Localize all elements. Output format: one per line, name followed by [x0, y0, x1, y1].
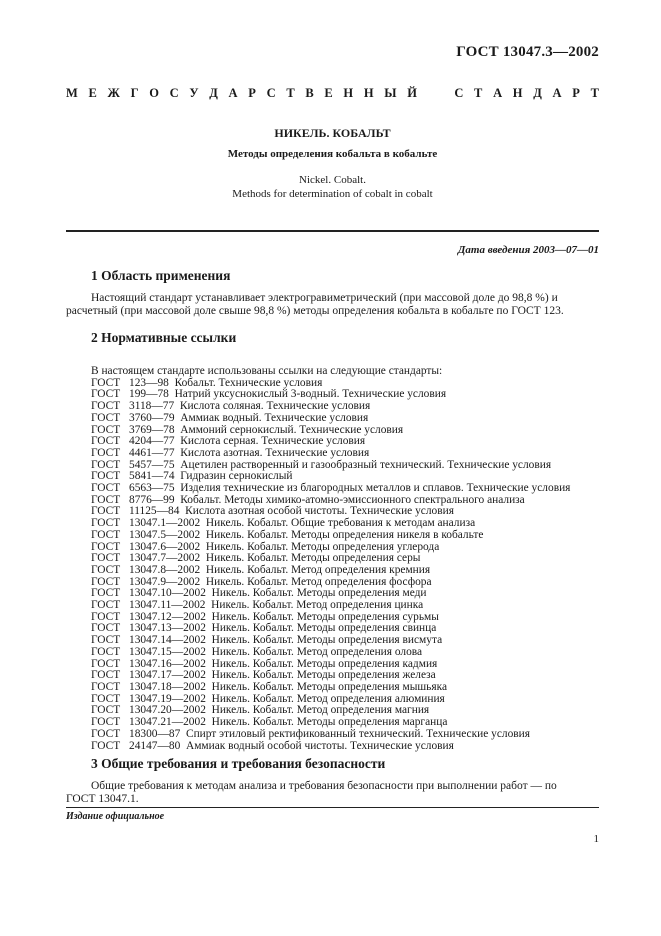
references-lead: В настоящем стандарте использованы ссылки на следующие стандарты:: [91, 365, 443, 377]
reference-number: 13047.21—2002: [129, 716, 206, 729]
section-3-heading: 3 Общие требования и требования безопасности: [91, 756, 386, 771]
reference-title: Никель. Кобальт. Методы определения висмута: [211, 634, 443, 647]
reference-title: Никель. Кобальт. Методы определения углерода: [205, 540, 440, 553]
reference-prefix: ГОСТ: [91, 388, 121, 401]
banner-letter: В: [305, 86, 314, 100]
reference-prefix: ГОСТ: [91, 505, 121, 518]
reference-number: 5457—75: [129, 458, 175, 471]
reference-prefix: ГОСТ: [91, 517, 121, 530]
reference-title: Натрий уксуснокислый 3-водный. Технические условия: [174, 388, 447, 401]
banner-letter: Г: [130, 86, 139, 100]
reference-number: 13047.8—2002: [129, 563, 201, 576]
reference-number: 3118—77: [129, 400, 175, 413]
reference-number: 13047.17—2002: [129, 669, 206, 682]
interstate-standard-banner: [66, 86, 599, 101]
reference-number: 13047.11—2002: [129, 599, 206, 612]
reference-title: Аммиак водный особой чистоты. Технические условия: [185, 739, 454, 752]
references-rows: [91, 378, 599, 753]
reference-prefix: ГОСТ: [91, 423, 121, 436]
reference-prefix: ГОСТ: [91, 669, 121, 682]
title-divider: [66, 230, 599, 232]
reference-title: Никель. Кобальт. Метод определения цинка: [211, 599, 424, 612]
reference-title: Никель. Кобальт. Методы определения никеля в кобальте: [205, 528, 484, 541]
banner-letter: Т: [286, 86, 295, 100]
reference-prefix: ГОСТ: [91, 446, 121, 459]
section-2-heading: 2 Нормативные ссылки: [91, 330, 237, 345]
reference-row: [91, 741, 599, 753]
reference-prefix: ГОСТ: [91, 563, 121, 576]
reference-title: Никель. Кобальт. Метод определения магния: [211, 704, 430, 717]
reference-title: Никель. Кобальт. Метод определения фосфора: [205, 575, 432, 588]
title-ru-main: НИКЕЛЬ. КОБАЛЬТ: [274, 126, 391, 140]
section-1-line-2: расчетный (при массовой доле свыше 98,8 %) методы определения кобальта в кобальте по ГОСТ 123.: [66, 304, 564, 317]
reference-number: 13047.1—2002: [129, 517, 201, 530]
banner-letter: А: [552, 86, 562, 100]
reference-title: Аммоний сернокислый. Технические условия: [180, 423, 404, 436]
reference-number: 123—98: [129, 376, 169, 389]
reference-title: Кислота серная. Технические условия: [180, 435, 366, 448]
reference-number: 13047.9—2002: [129, 575, 201, 588]
reference-title: Ацетилен растворенный и газообразный технический. Технические условия: [180, 458, 552, 471]
reference-title: Спирт этиловый ректификованный технический. Технические условия: [185, 727, 530, 740]
reference-number: 6563—75: [129, 482, 175, 495]
banner-letter: А: [493, 86, 503, 100]
reference-prefix: ГОСТ: [91, 435, 121, 448]
reference-title: Кислота азотная. Технические условия: [180, 446, 370, 459]
section-1-heading: 1 Область применения: [91, 268, 231, 283]
reference-title: Никель. Кобальт. Метод определения кремния: [205, 563, 431, 576]
reference-prefix: ГОСТ: [91, 470, 121, 483]
reference-number: 3769—78: [129, 423, 175, 436]
reference-number: 13047.13—2002: [129, 622, 206, 635]
reference-number: 13047.19—2002: [129, 692, 206, 705]
reference-number: 11125—84: [129, 505, 180, 518]
reference-title: Гидразин сернокислый: [180, 470, 293, 483]
reference-prefix: ГОСТ: [91, 634, 121, 647]
reference-number: 5841—74: [129, 470, 175, 483]
section-1-text: [66, 292, 599, 317]
reference-prefix: ГОСТ: [91, 692, 121, 705]
banner-letter: Н: [363, 86, 374, 100]
title-en-sub: Methods for determination of cobalt in cobalt: [232, 188, 433, 200]
reference-prefix: ГОСТ: [91, 528, 121, 541]
reference-title: Кислота соляная. Технические условия: [179, 400, 371, 413]
banner-letter: Т: [474, 86, 483, 100]
banner-letter: Е: [324, 86, 333, 100]
reference-prefix: ГОСТ: [91, 727, 121, 740]
normative-references-list: [91, 366, 599, 752]
banner-letter: С: [266, 86, 276, 100]
banner-letter: С: [454, 86, 464, 100]
reference-number: 8776—99: [129, 493, 175, 506]
section-3-line-2: ГОСТ 13047.1.: [66, 792, 139, 805]
reference-title: Кислота азотная особой чистоты. Технические условия: [185, 505, 454, 518]
reference-title: Никель. Кобальт. Методы определения железа: [211, 669, 436, 682]
title-ru-sub: Методы определения кобальта в кобальте: [227, 148, 438, 160]
reference-prefix: ГОСТ: [91, 680, 121, 693]
reference-title: Никель. Кобальт. Методы определения серы: [205, 552, 421, 565]
reference-title: Никель. Кобальт. Методы определения мышьяка: [211, 680, 448, 693]
reference-title: Кобальт. Технические условия: [174, 376, 323, 389]
reference-title: Никель. Кобальт. Методы определения сурьмы: [211, 610, 439, 623]
banner-letter: С: [169, 86, 179, 100]
section-3-text: [66, 780, 599, 805]
reference-number: 13047.16—2002: [129, 657, 206, 670]
reference-prefix: ГОСТ: [91, 645, 121, 658]
reference-prefix: ГОСТ: [91, 704, 121, 717]
reference-title: Кобальт. Методы химико-атомно-эмиссионного спектрального анализа: [180, 493, 525, 506]
official-edition-label: Издание официальное: [66, 811, 165, 822]
reference-prefix: ГОСТ: [91, 411, 121, 424]
reference-prefix: ГОСТ: [91, 540, 121, 553]
banner-letter: М: [66, 86, 78, 100]
reference-title: Никель. Кобальт. Метод определения олова: [211, 645, 423, 658]
reference-prefix: ГОСТ: [91, 575, 121, 588]
reference-number: 13047.10—2002: [129, 587, 206, 600]
reference-prefix: ГОСТ: [91, 493, 121, 506]
introduction-date: Дата введения 2003—07—01: [457, 244, 599, 256]
reference-title: Аммиак водный. Технические условия: [180, 411, 369, 424]
reference-prefix: ГОСТ: [91, 482, 121, 495]
reference-number: 13047.15—2002: [129, 645, 206, 658]
reference-title: Никель. Кобальт. Методы определения свинца: [211, 622, 437, 635]
reference-title: Изделия технические из благородных металлов и сплавов. Технические условия: [180, 482, 571, 495]
footer-divider: [66, 807, 599, 808]
reference-prefix: ГОСТ: [91, 400, 121, 413]
section-1-line-1: Настоящий стандарт устанавливает электрогравиметрический (при массовой доле до 98,8 %) и: [91, 292, 558, 304]
reference-title: Никель. Кобальт. Метод определения алюминия: [211, 692, 445, 705]
reference-prefix: ГОСТ: [91, 552, 121, 565]
reference-title: Никель. Кобальт. Методы определения марганца: [211, 716, 448, 729]
banner-letter: Ы: [384, 86, 397, 100]
banner-letter: Т: [590, 86, 599, 100]
reference-prefix: ГОСТ: [91, 657, 121, 670]
reference-title: Никель. Кобальт. Общие требования к методам анализа: [205, 517, 476, 530]
reference-prefix: ГОСТ: [91, 739, 121, 752]
title-en-main: Nickel. Cobalt.: [299, 174, 366, 186]
banner-letter: Ж: [107, 86, 120, 100]
reference-number: 199—78: [129, 388, 169, 401]
reference-number: 13047.18—2002: [129, 680, 206, 693]
section-3-line-1: Общие требования к методам анализа и требования безопасности при выполнении работ — по: [91, 780, 557, 792]
reference-number: 4204—77: [129, 435, 175, 448]
banner-gap: [428, 86, 444, 101]
reference-number: 13047.6—2002: [129, 540, 201, 553]
reference-number: 13047.14—2002: [129, 634, 206, 647]
reference-number: 18300—87: [129, 727, 181, 740]
banner-letter: Р: [248, 86, 256, 100]
reference-title: Никель. Кобальт. Методы определения кадмия: [211, 657, 438, 670]
reference-prefix: ГОСТ: [91, 622, 121, 635]
reference-number: 13047.20—2002: [129, 704, 206, 717]
standard-number: ГОСТ 13047.3—2002: [456, 44, 599, 60]
banner-letter: Д: [533, 86, 542, 100]
reference-title: Никель. Кобальт. Методы определения меди: [211, 587, 427, 600]
reference-number: 13047.5—2002: [129, 528, 201, 541]
page-number: 1: [593, 833, 599, 845]
banner-letter: Р: [572, 86, 580, 100]
reference-number: 24147—80: [129, 739, 181, 752]
reference-prefix: ГОСТ: [91, 458, 121, 471]
banner-letter: Й: [407, 86, 417, 100]
reference-prefix: ГОСТ: [91, 716, 121, 729]
banner-letter: Е: [88, 86, 97, 100]
reference-number: 13047.7—2002: [129, 552, 201, 565]
reference-number: 13047.12—2002: [129, 610, 206, 623]
reference-prefix: ГОСТ: [91, 610, 121, 623]
banner-letter: Н: [512, 86, 523, 100]
banner-letter: А: [228, 86, 238, 100]
reference-prefix: ГОСТ: [91, 587, 121, 600]
reference-prefix: ГОСТ: [91, 376, 121, 389]
banner-letter: Н: [343, 86, 354, 100]
reference-number: 3760—79: [129, 411, 175, 424]
reference-prefix: ГОСТ: [91, 599, 121, 612]
banner-letter: У: [189, 86, 199, 100]
reference-number: 4461—77: [129, 446, 175, 459]
banner-letter: О: [149, 86, 159, 100]
banner-letter: Д: [209, 86, 218, 100]
